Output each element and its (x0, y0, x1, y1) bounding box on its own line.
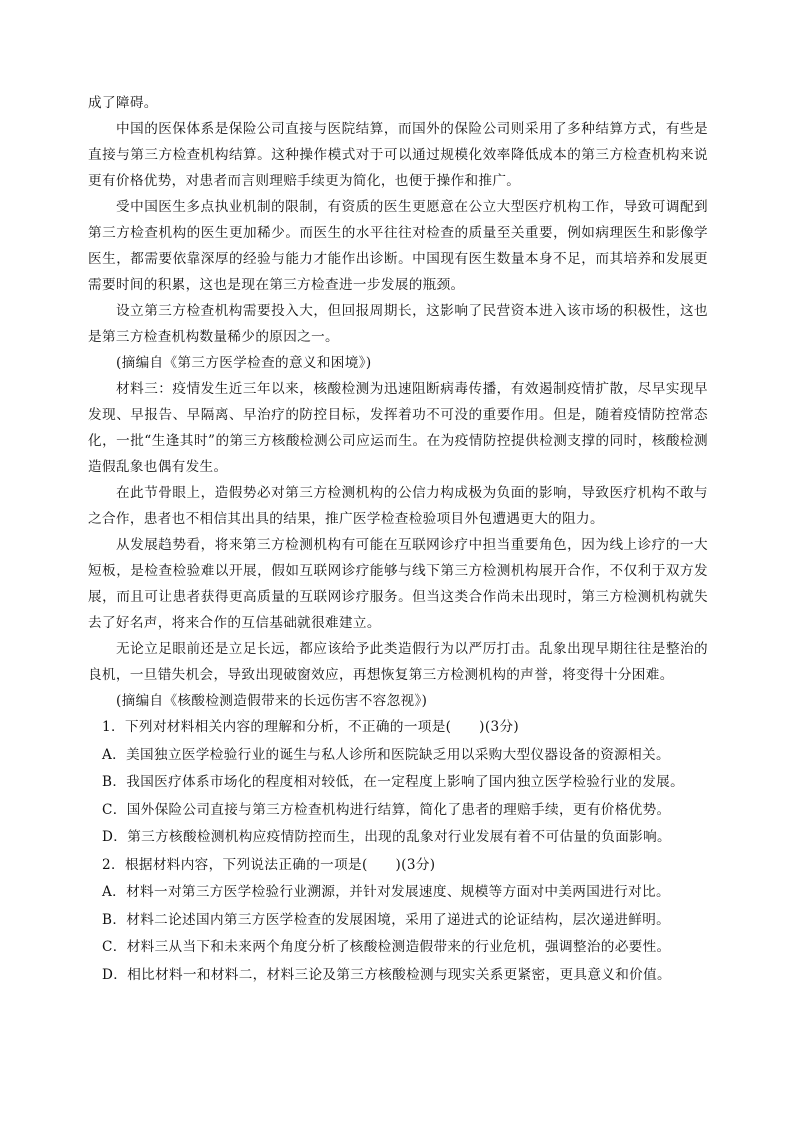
paragraph: 在此节骨眼上，造假势必对第三方检测机构的公信力构成极为负面的影响，导致医疗机构不敢与之合作，患者也不相信其出具的结果，推广医学检查检验项目外包遭遇更大的阻力。 (88, 485, 708, 527)
option-c: C．材料三从当下和未来两个角度分析了核酸检测造假带来的行业危机，强调整治的必要性。 (102, 939, 671, 955)
paragraph: 成了障碍。 (88, 95, 158, 111)
option-b: B．材料二论述国内第三方医学检查的发展困境，采用了递进式的论证结构，层次递进鲜明。 (102, 911, 671, 928)
source-citation: (摘编自《核酸检测造假带来的长远伤害不容忽视》) (116, 693, 428, 709)
paragraph: 材料三：疫情发生近三年以来，核酸检测为迅速阻断病毒传播，有效遏制疫情扩散，尽早实现早发现、早报告、早隔离、早治疗的防控目标，发挥着功不可没的重要作用。但是，随着疫情防控常态化，一批“生逢其时”的第三方核酸检测公司应运而生。在为疫情防控提供检测支撑的同时，核酸检测造假乱象也偶有发生。 (88, 381, 708, 475)
document-page (88, 90, 708, 989)
paragraph: 无论立足眼前还是立足长远，都应该给予此类造假行为以严厉打击。乱象出现早期往往是整治的良机，一旦错失机会，导致出现破窗效应，再想恢复第三方检测机构的声誉，将变得十分困难。 (88, 641, 708, 683)
question-stem: 1．下列对材料相关内容的理解和分析，不正确的一项是( )(3分) (102, 719, 520, 735)
paragraph: 受中国医生多点执业机制的限制，有资质的医生更愿意在公立大型医疗机构工作，导致可调配到第三方检查机构的医生更加稀少。而医生的水平往往对检查的质量至关重要，例如病理医生和影像学医生，都需要依靠深厚的经验与能力才能作出诊断。中国现有医生数量本身不足，而其培养和发展更需要时间的积累，这也是现在第三方检查进一步发展的瓶颈。 (88, 199, 708, 293)
paragraph: 中国的医保体系是保险公司直接与医院结算，而国外的保险公司则采用了多种结算方式，有些是直接与第三方检查机构结算。这种操作模式对于可以通过规模化效率降低成本的第三方检查机构来说更有价格优势，对患者而言则理赔手续更为简化，也便于操作和推广。 (88, 121, 708, 189)
option-a: A．材料一对第三方医学检验行业溯源，并针对发展速度、规模等方面对中美两国进行对比。 (102, 884, 670, 900)
option-b: B．我国医疗体系市场化的程度相对较低，在一定程度上影响了国内独立医学检验行业的发展。 (102, 774, 685, 790)
question-stem: 2．根据材料内容，下列说法正确的一项是( )(3分) (102, 856, 436, 873)
question-block (88, 852, 708, 990)
option-c: C．国外保险公司直接与第三方检查机构进行结算，简化了患者的理赔手续，更有价格优势。 (102, 801, 671, 818)
paragraph: 从发展趋势看，将来第三方检测机构有可能在互联网诊疗中担当重要角色，因为线上诊疗的一大短板，是检查检验难以开展，假如互联网诊疗能够与线下第三方检测机构展开合作，不仅利于双方发展，而且可让患者获得更高质量的互联网诊疗服务。但当这类合作尚未出现时，第三方检测机构就失去了好名声，将来合作的互信基础就很难建立。 (88, 537, 708, 631)
option-a: A．美国独立医学检验行业的诞生与私人诊所和医院缺乏用以采购大型仪器设备的资源相关。 (102, 746, 670, 763)
question-block (88, 714, 708, 852)
source-citation: (摘编自《第三方医学检查的意义和困境》) (116, 355, 372, 371)
paragraph: 设立第三方检查机构需要投入大，但回报周期长，这影响了民营资本进入该市场的积极性，这也是第三方检查机构数量稀少的原因之一。 (88, 303, 708, 345)
option-d: D．相比材料一和材料二，材料三论及第三方核酸检测与现实关系更紧密，更具意义和价值。 (102, 966, 671, 983)
option-d: D．第三方核酸检测机构应疫情防控而生，出现的乱象对行业发展有着不可估量的负面影响。 (102, 829, 671, 845)
